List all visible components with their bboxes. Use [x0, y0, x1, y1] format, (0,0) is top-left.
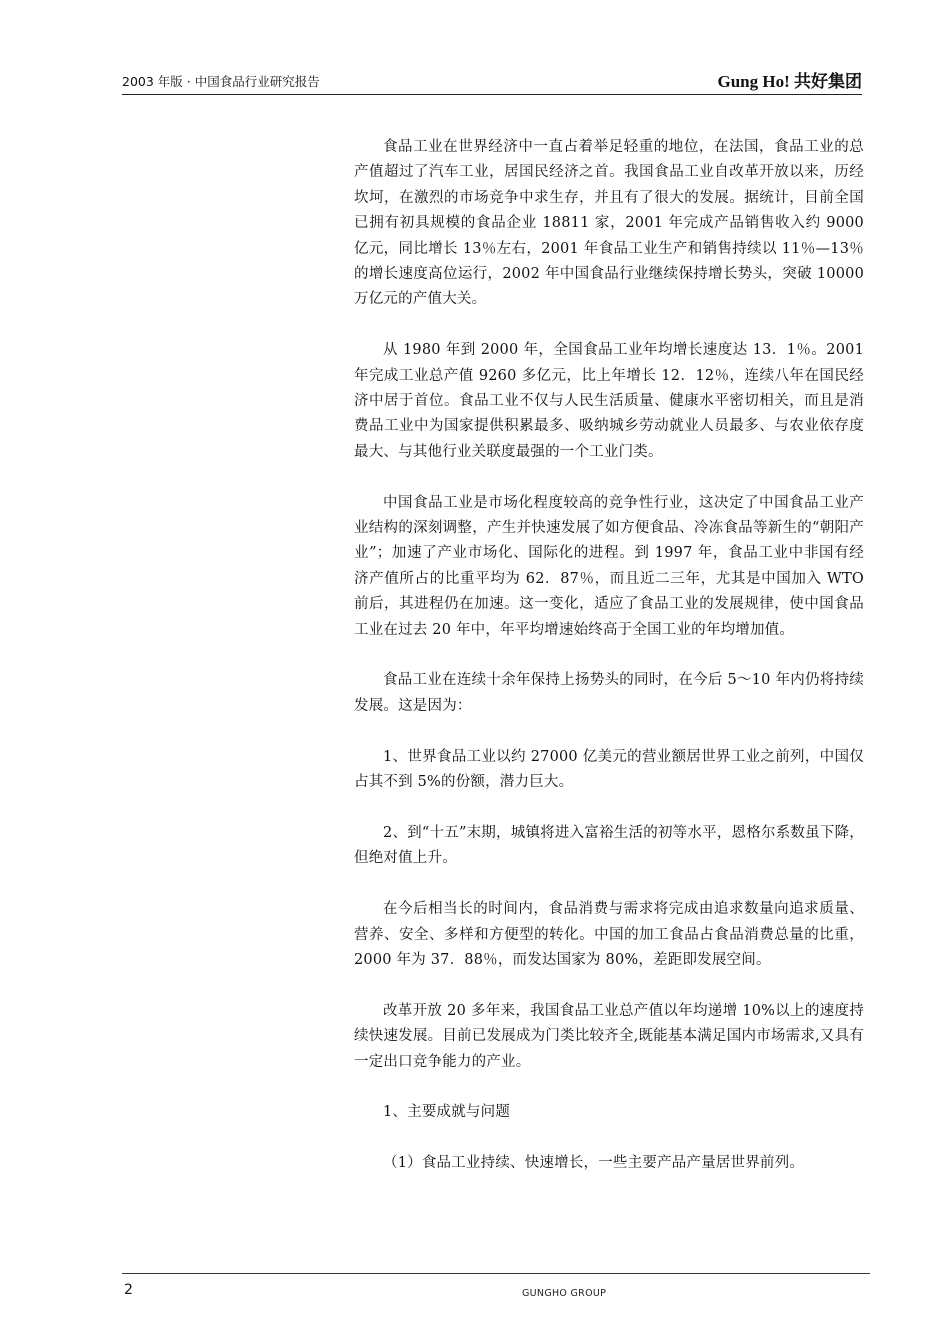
body-text	[354, 135, 864, 1202]
paragraph-5: 1、世界食品工业以约 27000 亿美元的营业额居世界工业之前列，中国仅占其不到 5%的份额，潜力巨大。	[354, 748, 864, 791]
report-title: 2003 年版 · 中国食品行业研究报告	[122, 74, 320, 89]
paragraph-2: 从 1980 年到 2000 年，全国食品工业年均增长速度达 13．1％。2001 年完成工业总产值 9260 多亿元，比上年增长 12．12％，连续八年在国民经济中居于首位。食品工业不仅与人民生活质量、健康水平密切相关，而且是消费品工业中为国家提供积累最多、吸纳城乡劳动就业人员最多、与农业依存度最大、与其他行业关联度最强的一个工业门类。	[354, 342, 864, 460]
page-header	[122, 62, 862, 95]
subsection-heading: （1）食品工业持续、快速增长，一些主要产品产量居世界前列。	[383, 1155, 805, 1172]
footer-brand: GUNGHO GROUP	[522, 1288, 607, 1299]
paragraph-3: 中国食品工业是市场化程度较高的竞争性行业，这决定了中国食品工业产业结构的深刻调整，产生并快速发展了如方便食品、冷冻食品等新生的“朝阳产业”；加速了产业市场化、国际化的进程。到 1997 年，食品工业中非国有经济产值所占的比重平均为 62．87％，而且近二三年，尤其是中国加入 WTO 前后，其进程仍在加速。这一变化，适应了食品工业的发展规律，使中国食品工业在过去 20 年中，年平均增速始终高于全国工业的年均增加值。	[354, 494, 864, 638]
paragraph-6: 2、到“十五”末期，城镇将进入富裕生活的初等水平，恩格尔系数虽下降，但绝对值上升。	[354, 824, 864, 867]
paragraph-4: 食品工业在连续十余年保持上扬势头的同时，在今后 5～10 年内仍将持续发展。这是因为：	[354, 672, 864, 714]
paragraph-7: 在今后相当长的时间内，食品消费与需求将完成由追求数量向追求质量、营养、安全、多样和方便型的转化。中国的加工食品占食品消费总量的比重，2000 年为 37．88％，而发达国家为 80%，差距即发展空间。	[354, 901, 864, 968]
footer-divider	[122, 1273, 870, 1274]
brand-name: Gung Ho! 共好集团	[717, 72, 862, 91]
paragraph-8: 改革开放 20 多年来，我国食品工业总产值以年均递增 10%以上的速度持续快速发展。目前已发展成为门类比较齐全,既能基本满足国内市场需求,又具有一定出口竞争能力的产业。	[354, 1002, 864, 1070]
paragraph-1: 食品工业在世界经济中一直占着举足轻重的地位，在法国，食品工业的总产值超过了汽车工业，居国民经济之首。我国食品工业自改革开放以来，历经坎坷，在激烈的市场竞争中求生存，并且有了很大的发展。据统计，目前全国已拥有初具规模的食品企业 18811 家，2001 年完成产品销售收入约 9000 亿元，同比增长 13％左右，2001 年食品工业生产和销售持续以 11％—13％的增长速度高位运行，2002 年中国食品行业继续保持增长势头，突破 10000 万亿元的产值大关。	[354, 139, 864, 308]
section-heading: 1、主要成就与问题	[383, 1104, 511, 1121]
page-number: 2	[124, 1282, 133, 1298]
